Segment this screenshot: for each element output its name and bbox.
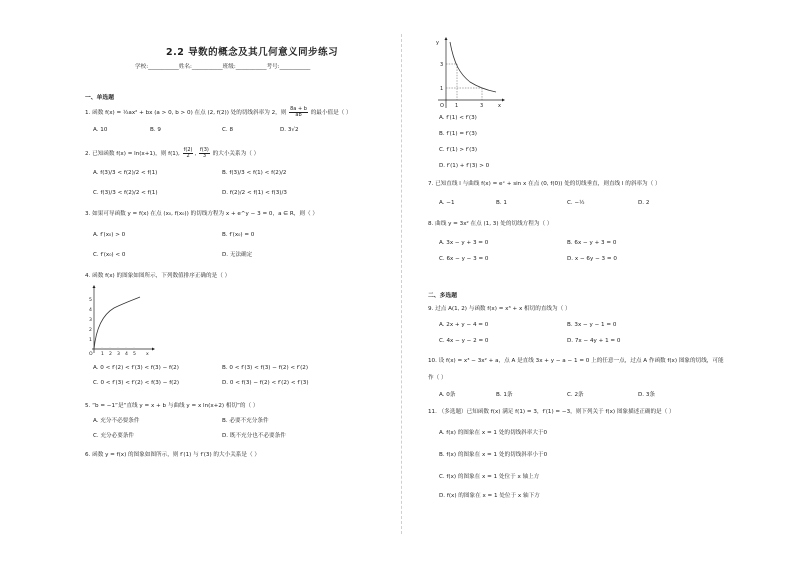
q9-option-a[interactable]: A. 2x + y − 4 = 0 bbox=[439, 322, 489, 328]
q2-option-a[interactable]: A. f(3)/3 < f(2)/2 < f(1) bbox=[93, 170, 158, 176]
q8-option-b[interactable]: B. 6x − y + 3 = 0 bbox=[567, 240, 617, 246]
question-2: 2. 已知函数 f(x) = ln(x+1)，则 f(1), $\frac{f(2)}{2}$ , $\frac{f(3)}{3}$ 的大小关系为（ ） bbox=[85, 147, 260, 159]
q4-option-a[interactable]: A. 0 < f′(2) < f′(3) < f(3) − f(2) bbox=[93, 365, 179, 371]
q6-tick-y3: 3 bbox=[440, 62, 444, 68]
q3-option-a[interactable]: A. f′(x₀) > 0 bbox=[93, 232, 126, 238]
q1-option-c[interactable]: C. 8 bbox=[222, 127, 234, 133]
question-4: 4. 函数 f(x) 的图象如图所示，下列数值排序正确的是（ ） bbox=[85, 273, 231, 279]
q4-tick-y2: 2 bbox=[89, 328, 92, 333]
q4-tick-y5: 5 bbox=[89, 298, 92, 303]
q1-stem: 1. 函数 f(x) = ½ax² + bx (a > 0, b > 0) 在点 (2, f(2)) 处的切线斜率为 2，则 bbox=[85, 110, 287, 116]
q1-fraction: $\frac{8a + b}{ab}$ bbox=[290, 106, 307, 118]
q7-option-c[interactable]: C. −½ bbox=[567, 200, 585, 206]
question-1 bbox=[85, 107, 352, 118]
q6-label-o: O bbox=[440, 103, 444, 109]
q4-tick-x4: 4 bbox=[125, 352, 128, 357]
q1-option-a[interactable]: A. 10 bbox=[93, 127, 108, 133]
q3-option-c[interactable]: C. f′(x₀) < 0 bbox=[93, 252, 126, 258]
q2-frac-f2: $\frac{f(2)}{2}$ bbox=[183, 147, 193, 159]
q6-label-x: x bbox=[498, 103, 501, 109]
q10-option-d[interactable]: D. 3条 bbox=[638, 392, 656, 398]
q1-option-b[interactable]: B. 9 bbox=[150, 127, 161, 133]
q6-option-c[interactable]: C. f′(1) > f′(3) bbox=[439, 147, 478, 153]
q2-stem-b: 的大小关系为（ ） bbox=[212, 151, 260, 157]
q7-option-b[interactable]: B. 1 bbox=[496, 200, 507, 206]
q11-option-b[interactable]: B. f(x) 的图象在 x = 1 处的切线斜率小于0 bbox=[439, 452, 548, 458]
q9-option-c[interactable]: C. 4x − y − 2 = 0 bbox=[439, 338, 489, 344]
q6-option-a[interactable]: A. f′(1) < f′(3) bbox=[439, 115, 477, 121]
q4-tick-o: O bbox=[89, 352, 93, 357]
q6-tick-y1: 1 bbox=[440, 86, 444, 92]
q2-option-c[interactable]: C. f(3)/3 < f(2)/2 < f(1) bbox=[93, 190, 158, 196]
q8-option-d[interactable]: D. x − 6y − 3 = 0 bbox=[567, 256, 617, 262]
q6-option-b[interactable]: B. f′(1) = f′(3) bbox=[439, 131, 477, 137]
q5-option-d[interactable]: D. 既不充分也不必要条件 bbox=[222, 433, 286, 439]
q6-graph bbox=[432, 36, 507, 110]
q8-option-a[interactable]: A. 3x − y + 3 = 0 bbox=[439, 240, 489, 246]
q10-option-a[interactable]: A. 0条 bbox=[439, 392, 456, 398]
q4-graph bbox=[86, 285, 156, 357]
q4-tick-y3: 3 bbox=[89, 318, 92, 323]
q3-option-d[interactable]: D. 无法确定 bbox=[222, 252, 253, 258]
column-divider bbox=[401, 34, 402, 534]
question-7: 7. 已知直线 l 与曲线 f(x) = eˣ + sin x 在点 (0, f(0)) 处的切线垂直，则直线 l 的斜率为（ ） bbox=[428, 181, 661, 187]
q6-tick-x1: 1 bbox=[455, 103, 459, 109]
q4-tick-x5: 5 bbox=[133, 352, 136, 357]
q4-option-b[interactable]: B. 0 < f′(3) < f(3) − f(2) < f′(2) bbox=[222, 365, 309, 371]
q3-option-b[interactable]: B. f′(x₀) = 0 bbox=[222, 232, 255, 238]
q9-option-d[interactable]: D. 7x − 4y + 1 = 0 bbox=[567, 338, 621, 344]
q4-tick-y1: 1 bbox=[89, 338, 92, 343]
q6-option-d[interactable]: D. f′(1) + f′(3) > 0 bbox=[439, 163, 490, 169]
q4-tick-x1: 1 bbox=[101, 352, 104, 357]
section-multi-choice: 二、多选题 bbox=[428, 293, 457, 299]
page-title: 2.2 导数的概念及其几何意义同步练习 bbox=[166, 47, 339, 58]
q4-tick-x2: 2 bbox=[109, 352, 112, 357]
q4-option-d[interactable]: D. 0 < f(3) − f(2) < f′(2) < f′(3) bbox=[222, 380, 309, 386]
q11-option-c[interactable]: C. f(x) 的图象在 x = 1 处位于 x 轴上方 bbox=[439, 474, 540, 480]
q7-option-d[interactable]: D. 2 bbox=[638, 200, 650, 206]
question-5: 5. “b = −1”是“直线 y = x + b 与曲线 y = x ln(x+2) 相切”的（ ） bbox=[85, 403, 259, 409]
q7-option-a[interactable]: A. −1 bbox=[439, 200, 455, 206]
q10-option-c[interactable]: C. 2条 bbox=[567, 392, 584, 398]
question-6: 6. 函数 y = f(x) 的图象如图所示，则 f′(1) 与 f′(3) 的大小关系是（ ） bbox=[85, 452, 260, 458]
q5-option-a[interactable]: A. 充分不必要条件 bbox=[93, 418, 140, 424]
question-11: 11. （多选题）已知函数 f(x) 满足 f(1) = 3，f′(1) = −3，则下列关于 f(x) 图象描述正确的是（ ） bbox=[428, 409, 675, 415]
q9-option-b[interactable]: B. 3x − y − 1 = 0 bbox=[567, 322, 617, 328]
q4-tick-y4: 4 bbox=[89, 308, 92, 313]
q5-option-c[interactable]: C. 充分必要条件 bbox=[93, 433, 135, 439]
q10-option-b[interactable]: B. 1条 bbox=[496, 392, 513, 398]
q2-stem-a: 2. 已知函数 f(x) = ln(x+1)，则 f(1), bbox=[85, 151, 180, 157]
question-8: 8. 曲线 y = 3x² 在点 (1, 3) 处的切线方程为（ ） bbox=[428, 221, 553, 227]
q2-option-d[interactable]: D. f(2)/2 < f(1) < f(3)/3 bbox=[222, 190, 287, 196]
q8-option-c[interactable]: C. 6x − y − 3 = 0 bbox=[439, 256, 489, 262]
q2-frac-f3: $\frac{f(3)}{3}$ bbox=[200, 147, 209, 159]
q4-tick-x3: 3 bbox=[117, 352, 120, 357]
q6-tick-x3: 3 bbox=[480, 103, 484, 109]
q11-option-d[interactable]: D. f(x) 的图象在 x = 1 处位于 x 轴下方 bbox=[439, 493, 540, 499]
question-10: 10. 设 f(x) = x³ − 3x² + a，点 A 是直线 3x + y − a − 1 = 0 上的任意一点，过点 A 作函数 f(x) 图象的切线，可能 bbox=[428, 358, 724, 364]
q11-option-a[interactable]: A. f(x) 的图象在 x = 1 处的切线斜率大于0 bbox=[439, 430, 548, 436]
q5-option-b[interactable]: B. 必要不充分条件 bbox=[222, 418, 269, 424]
question-9: 9. 过点 A(1, 2) 与函数 f(x) = x³ + x 相切的直线为（ ） bbox=[428, 306, 571, 312]
q2-option-b[interactable]: B. f(3)/3 < f(1) < f(2)/2 bbox=[222, 170, 287, 176]
q1-option-d[interactable]: D. 3√2 bbox=[280, 127, 299, 133]
q1-stem-end: 的最小值是（ ） bbox=[310, 110, 352, 116]
q4-option-c[interactable]: C. 0 < f′(3) < f′(2) < f(3) − f(2) bbox=[93, 380, 180, 386]
question-10-cont: 作（ ） bbox=[428, 375, 447, 381]
q4-label-x: x bbox=[146, 352, 149, 357]
q6-label-y: y bbox=[436, 40, 439, 46]
question-3: 3. 如果可导函数 y = f(x) 在点 (x₀, f(x₀)) 的切线方程为 x + e^y − 3 = 0，a ∈ R，则（ ） bbox=[85, 211, 318, 217]
student-info-line: 学校:___________姓名:___________班级:___________考号:___________ bbox=[135, 64, 311, 70]
section-single-choice: 一、单选题 bbox=[85, 95, 114, 101]
